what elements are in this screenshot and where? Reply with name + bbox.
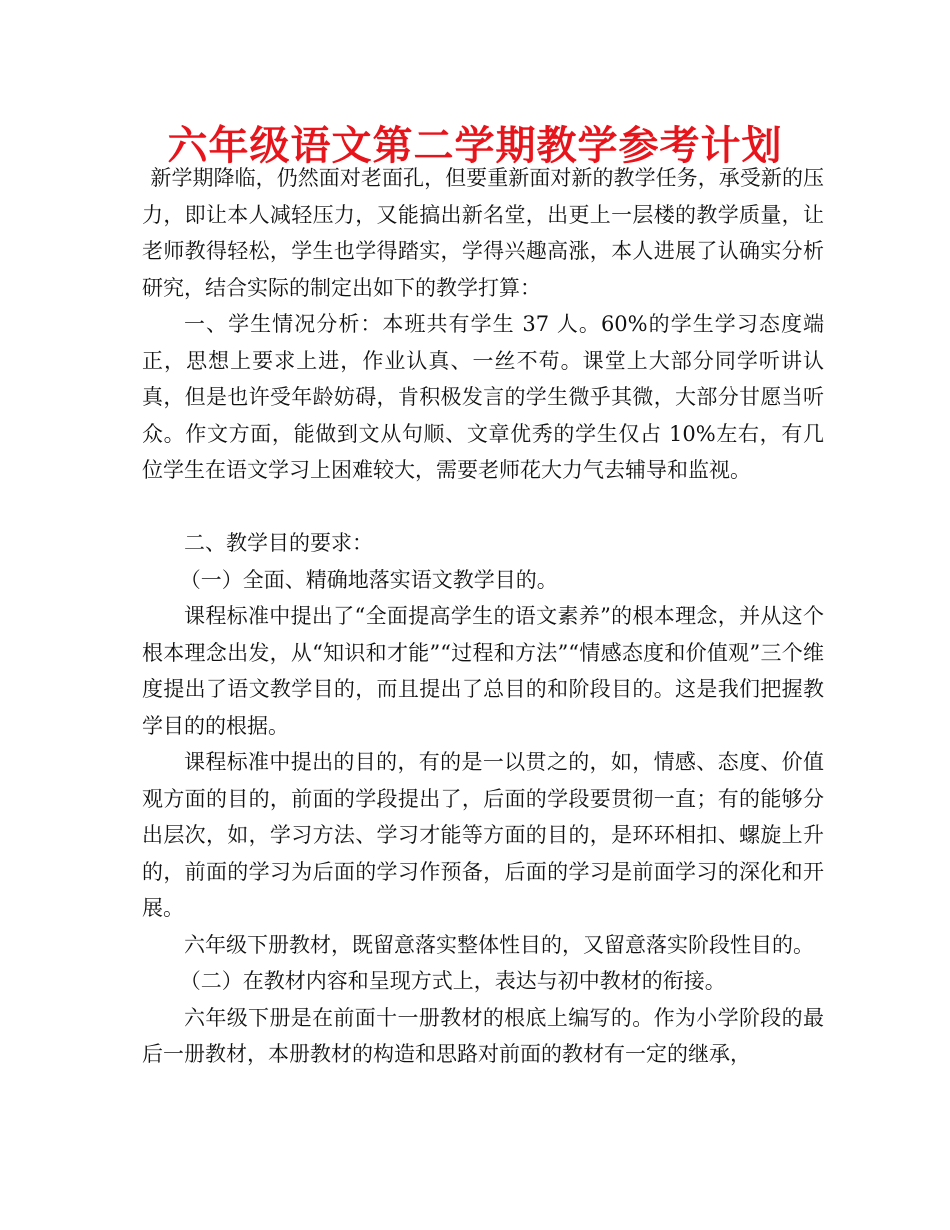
paragraph-curriculum-standard: 课程标准中提出了“全面提高学生的语文素养”的根本理念，并从这个根本理念出发，从“知识和才能”“过程和方法”“情感态度和价值观”三个维度提出了语文教学目的，而且提出了总目的和阶段目的。这是我们把握教学目的的根据。	[142, 604, 824, 738]
subheading-goal-one: （一）全面、精确地落实语文教学目的。	[179, 567, 558, 592]
paragraph-textbook-structure: 六年级下册是在前面十一册教材的根底上编写的。作为小学阶段的最后一册教材，本册教材的构造和思路对前面的教材有一定的继承，	[142, 1005, 824, 1066]
heading-teaching-goals: 二、教学目的要求：	[184, 531, 373, 555]
paragraph-student-analysis: 一、学生情况分析：本班共有学生 37 人。60%的学生学习态度端正，思想上要求上进，作业认真、一丝不苟。课堂上大部分同学听讲认真，但是也许受年龄妨碍，肯积极发言的学生微乎其微，大部分甘愿当听众。作文方面，能做到文从句顺、文章优秀的学生仅占 10%左右，有几位学生在语文学习上困难较大，需要老师花大力气去辅导和监视。	[142, 312, 824, 482]
subheading-goal-two: （二）在教材内容和呈现方式上，表达与初中教材的衔接。	[179, 969, 726, 993]
paragraph-goal-levels: 课程标准中提出的目的，有的是一以贯之的，如，情感、态度、价值观方面的目的，前面的学段提出了，后面的学段要贯彻一直；有的能够分出层次，如，学习方法、学习才能等方面的目的，是环环相扣、螺旋上升的，前面的学习为后面的学习作预备，后面的学习是前面学习的深化和开展。	[142, 750, 824, 920]
paragraph-spacer	[142, 489, 824, 526]
paragraph-textbook-goals: 六年级下册教材，既留意落实整体性目的，又留意落实阶段性目的。	[184, 932, 814, 957]
document-title: 六年级语文第二学期教学参考计划	[167, 123, 783, 169]
document-body	[142, 160, 824, 1073]
paragraph-intro: 新学期降临，仍然面对老面孔，但要重新面对新的教学任务，承受新的压力，即让本人减轻压力，又能搞出新名堂，出更上一层楼的教学质量，让老师教得轻松，学生也学得踏实，学得兴趣高涨，本人进展了认确实分析研究，结合实际的制定出如下的教学打算：	[142, 166, 824, 300]
